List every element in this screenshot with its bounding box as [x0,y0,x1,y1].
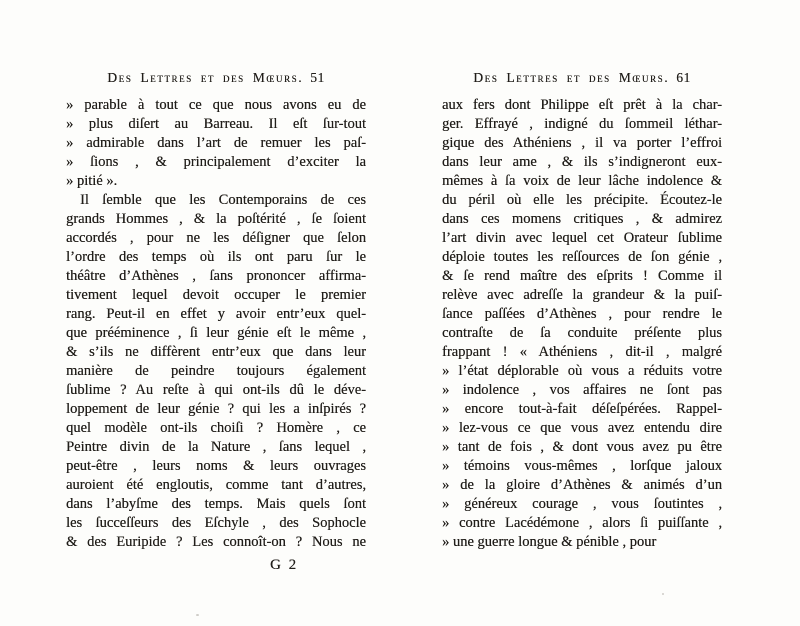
text-line: » une guerre longue & pénible , pour [442,534,657,550]
text-line: » lez-vous ce que vous avez entendu dire [442,420,722,436]
text-line: quel modèle ont-ils choiſi ? Homère , ce [66,420,366,436]
text-line: théâtre d’Athènes , ſans prononcer affirma- [66,268,366,284]
scan-speck [196,614,199,616]
text-line: aux fers dont Philippe eſt prêt à la char- [442,97,722,113]
page-number-right: 61 [676,70,691,85]
text-line: & ſe rend maître des eſprits ! Comme il [442,268,722,284]
text-line: contraſte de ſa conduite préſente plus [442,325,722,341]
text-line: accordés , pour ne les déſigner que ſelon [66,230,366,246]
text-line: & des Euripide ? Les connoît-on ? Nous ne [66,534,366,550]
page-left [66,70,366,575]
signature-mark: G 2 [270,557,299,573]
text-line: que prééminence , ſi leur génie eſt le même , [66,325,366,341]
text-line: du péril où elle les précipite. Écoutez-le [442,192,722,208]
text-line: déploie toutes les reſſources de ſon génie , [442,249,722,265]
header-title-right: Des Lettres et des Mœurs. [473,70,670,85]
text-line: grands Hommes , & la poſtérité , ſe ſoient [66,211,366,227]
text-line: » parable à tout ce que nous avons eu de [66,97,366,113]
text-line: » admirable dans l’art de remuer les paſ- [66,135,366,151]
text-line: peut-être , leurs noms & leurs ouvrages [66,458,366,474]
text-line: rang. Peut-il en effet y avoir entr’eux quel- [66,306,366,322]
text-line: dans ces momens critiques , & admirez [442,211,722,227]
text-line: » contre Lacédémone , alors ſi puiſſante , [442,515,722,531]
text-line: auroient été engloutis, comme tant d’autres, [66,477,366,493]
text-line: tivement lequel devoit occuper le premier [66,287,366,303]
text-line: loppement de leur génie ? qui les a inſpirés ? [66,401,366,417]
text-line: » témoins vous-mêmes , lorſque jaloux [442,458,722,474]
text-line: & s’ils ne diffèrent entr’eux que dans leur [66,344,366,360]
text-line: mêmes à ſa voix de leur lâche indolence & [442,173,722,189]
text-line: dans leur ame , & ils s’indigneront eux- [442,154,722,170]
text-line: ſance paſſées d’Athènes , pour rendre le [442,306,722,322]
text-line: » encore tout-à-fait déſeſpérées. Rappel- [442,401,722,417]
page-body-left [66,96,366,552]
page-number-left: 51 [310,70,325,85]
text-line: » généreux courage , vous ſoutintes , [442,496,722,512]
text-line: ſublime ? Au reſte à qui ont-ils dû le déve- [66,382,366,398]
text-line: » ſions , & principalement d’exciter la [66,154,366,170]
text-line: dans l’abyſme des temps. Mais quels ſont [66,496,366,512]
page-body-right [442,96,722,552]
text-line: les ſucceſſeurs des Eſchyle , des Sophocle [66,515,366,531]
text-line: gique des Athéniens , il va porter l’effroi [442,135,722,151]
text-line: manière de peindre toujours également [66,363,366,379]
text-line: » tant de fois , & dont vous avez pu être [442,439,722,455]
text-line: » de la gloire d’Athènes & animés d’un [442,477,722,493]
text-line: » indolence , vos affaires ne ſont pas [442,382,722,398]
text-line: l’art divin avec lequel cet Orateur ſublime [442,230,722,246]
text-line: » l’état déplorable où vous a réduits votre [442,363,722,379]
text-line: Peintre divin de la Nature , ſans lequel , [66,439,366,455]
text-line: relève avec adreſſe la grandeur & la puiſ- [442,287,722,303]
header-title-left: Des Lettres et des Mœurs. [107,70,304,85]
text-line: l’ordre des temps où ils ont paru ſur le [66,249,366,265]
text-line: ger. Effrayé , indigné du ſommeil léthar- [442,116,722,132]
text-line: » pitié ». [66,173,118,189]
text-line: » plus diſert au Barreau. Il eſt ſur-tout [66,116,366,132]
text-line: Il ſemble que les Contemporains de ces [80,192,366,208]
text-line: frappant ! « Athéniens , dit-il , malgré [442,344,722,360]
running-header-left [66,70,366,86]
running-header-right [442,70,722,86]
scan-speck [662,593,664,595]
page-right [442,70,722,552]
